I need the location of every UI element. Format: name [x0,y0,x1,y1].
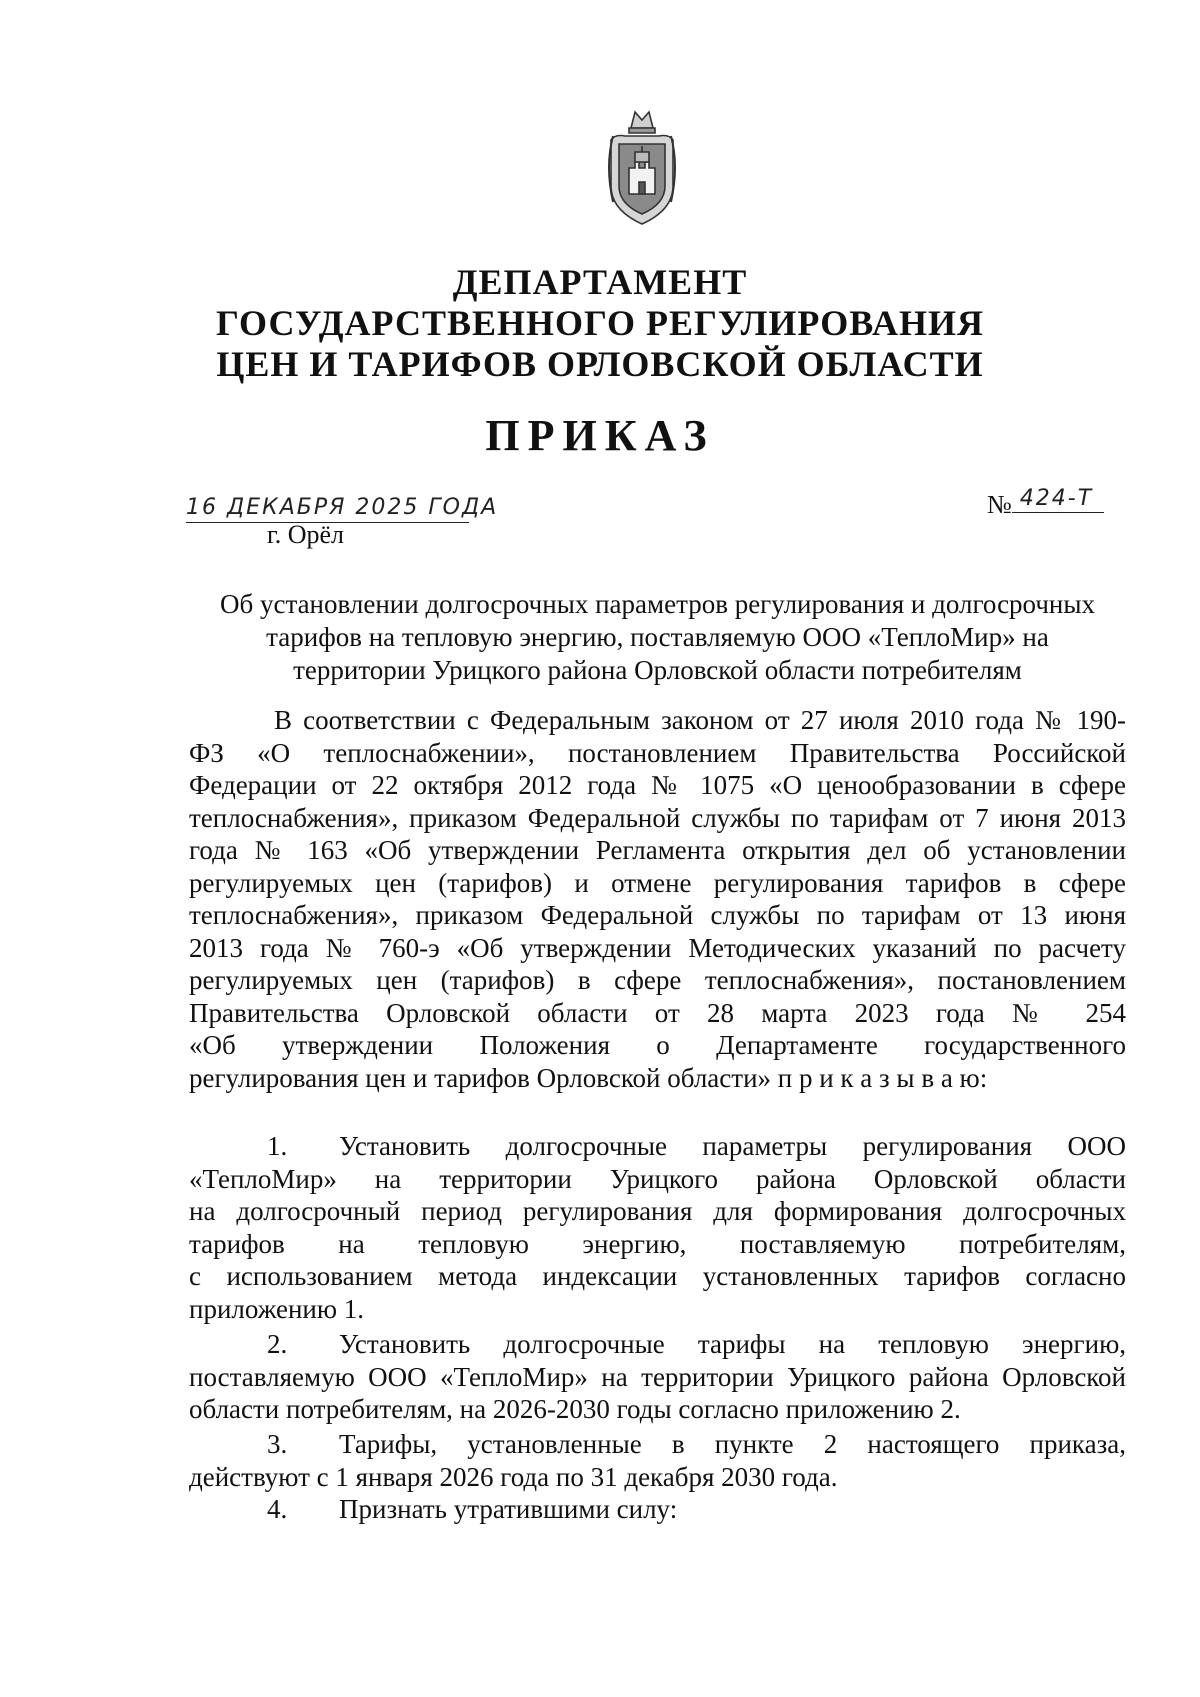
department-name [0,262,1200,385]
preamble-paragraph [189,704,1126,1094]
city-label: г. Орёл [267,520,345,549]
list-item-number: 3. [267,1429,288,1459]
list-item-first-line [189,1493,1126,1526]
subject-line: территории Урицкого района Орловской области потребителям [293,655,1022,685]
preamble-line: теплоснабжения», приказом Федеральной службы по тарифам от 7 июня 2013 [189,802,1126,833]
list-item-number: 4. [267,1494,288,1524]
department-line: ГОСУДАРСТВЕННОГО РЕГУЛИРОВАНИЯ [216,303,984,343]
list-item-first-line [189,1328,1126,1361]
list-item [189,1328,1126,1426]
subject-line: тарифов на тепловую энергию, поставляемую ООО «ТеплоМир» на [266,622,1049,652]
preamble-line: регулируемых цен (тарифов) и отмене регулирования тарифов в сфере [189,867,1126,898]
document-type-title: ПРИКАЗ [485,411,715,460]
list-item-text: Установить долгосрочные тарифы на тепловую энергию, [339,1329,1126,1359]
list-item-line: поставляемую ООО «ТеплоМир» на территории Урицкого района Орловской [189,1361,1126,1392]
list-item-line: на долгосрочный период регулирования для формирования долгосрочных [189,1196,1126,1226]
preamble-line: 2013 года № 760-э «Об утверждении Методических указаний по расчету [189,932,1126,963]
preamble-line: В соответствии с Федеральным законом от 27 июля 2010 года № 190- [274,705,1126,735]
list-item [189,1428,1126,1493]
date-field [186,492,499,523]
number-field [1012,486,1104,513]
preamble-line: ФЗ «О теплоснабжении», постановлением Правительства Российской [189,737,1126,768]
list-item-number: 1. [267,1131,288,1161]
list-item-line: приложению 1. [189,1293,365,1324]
preamble-line: Федерации от 22 октября 2012 года № 1075 «О ценообразовании в сфере [189,770,1126,800]
department-line: ДЕПАРТАМЕНТ [452,262,748,302]
list-item-line: действуют с 1 января 2026 года по 31 декабря 2030 года. [189,1461,838,1492]
preamble-line: года № 163 «Об утверждении Регламента открытия дел об установлении [189,835,1126,865]
list-item-number: 2. [267,1329,288,1359]
department-line: ЦЕН И ТАРИФОВ ОРЛОВСКОЙ ОБЛАСТИ [216,344,984,384]
list-item-text: Тарифы, установленные в пункте 2 настоящего приказа, [339,1429,1126,1459]
list-item-line: «ТеплоМир» на территории Урицкого района Орловской области [189,1163,1126,1194]
list-item-line: с использованием метода индексации установленных тарифов согласно [189,1261,1126,1291]
preamble-line: регулирования цен и тарифов Орловской области» п р и к а з ы в а ю: [189,1062,988,1093]
date-handwritten: 16 ДЕКАБРЯ 2025 ГОДА [186,495,499,520]
order-subject [185,588,1130,687]
preamble-line: теплоснабжения», приказом Федеральной службы по тарифам от 13 июня [189,900,1126,930]
list-item [189,1130,1126,1325]
preamble-line: Правительства Орловской области от 28 марта 2023 года № 254 [189,997,1126,1028]
list-item [189,1493,1126,1526]
number-prefix: № [987,490,1012,519]
preamble-line: «Об утверждении Положения о Департаменте государственного [189,1030,1126,1060]
number-handwritten: 424-Т [1019,486,1094,511]
list-item-line: тарифов на тепловую энергию, поставляемую потребителям, [189,1228,1126,1259]
list-item-first-line [189,1428,1126,1461]
preamble-line: регулируемых цен (тарифов) в сфере теплоснабжения», постановлением [189,965,1126,995]
order-number [987,486,1104,520]
list-item-first-line [189,1130,1126,1163]
list-item-text: Признать утратившими силу: [339,1494,678,1524]
coat-of-arms-emblem [601,106,683,230]
subject-line: Об установлении долгосрочных параметров регулирования и долгосрочных [219,589,1096,619]
list-item-line: области потребителям, на 2026-2030 годы согласно приложению 2. [189,1394,961,1424]
list-item-text: Установить долгосрочные параметры регулирования ООО [339,1131,1126,1161]
